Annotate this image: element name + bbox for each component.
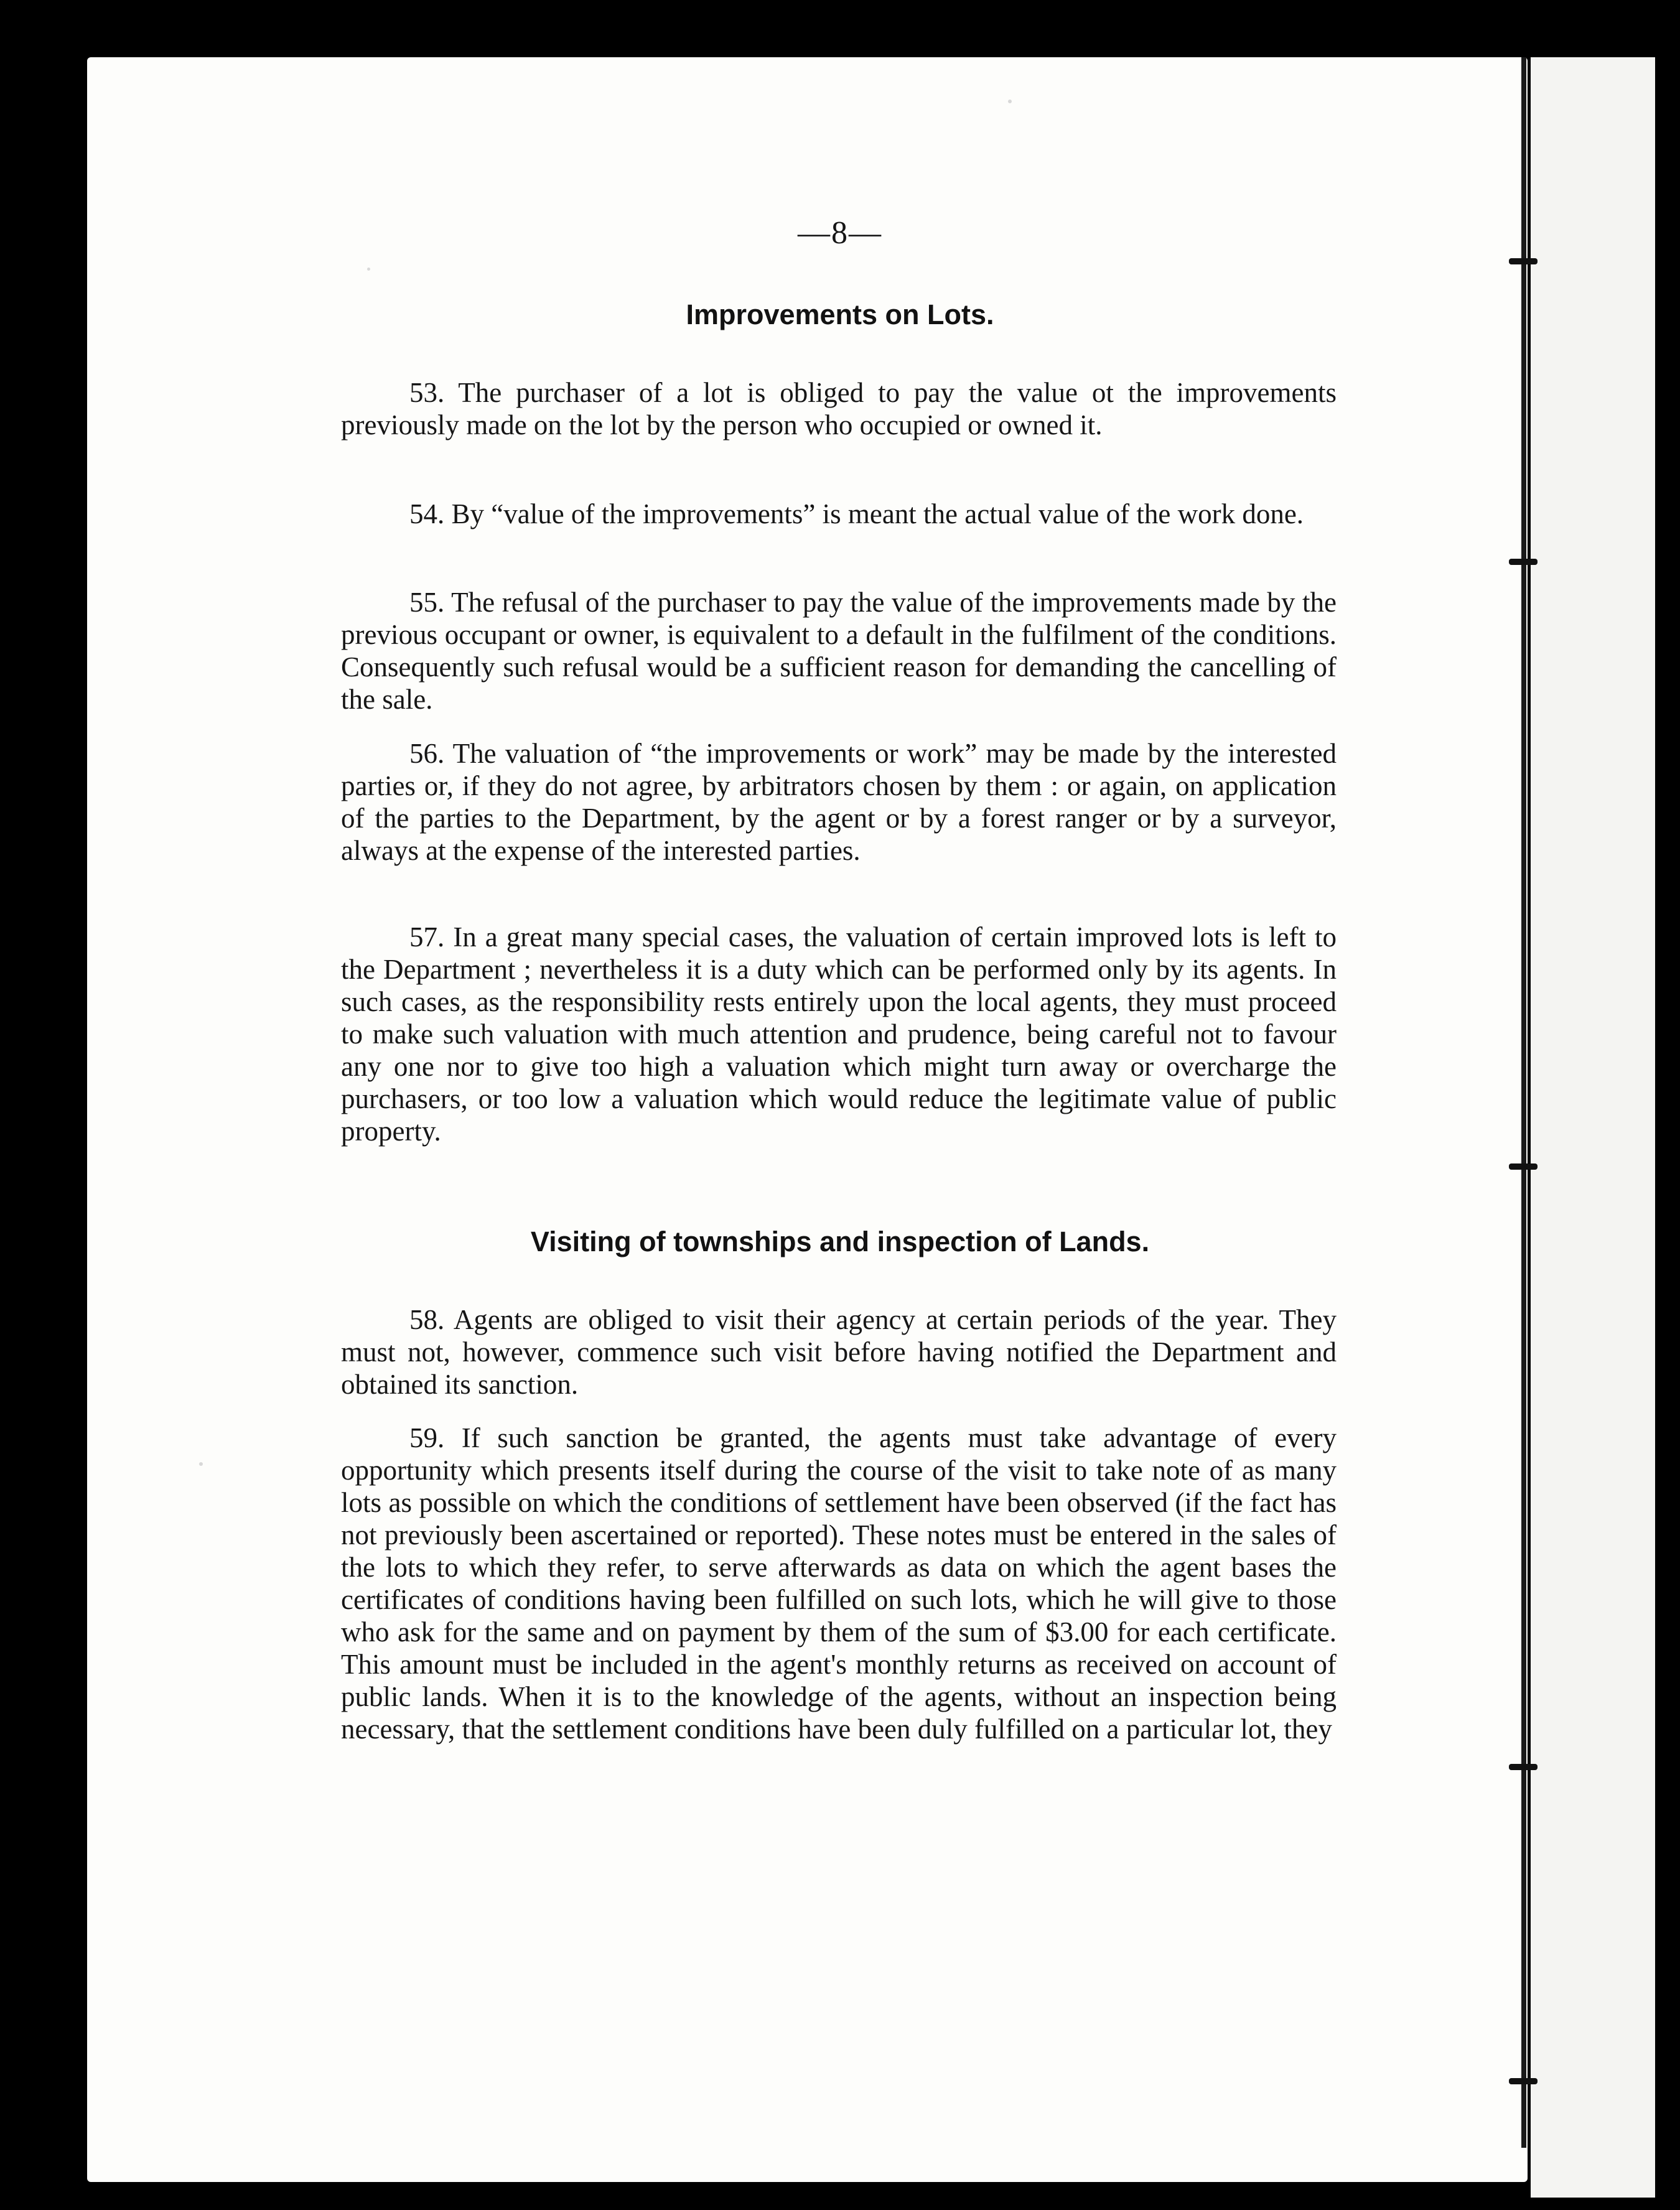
page-number: —8— (798, 215, 882, 251)
paragraph-number: 59. (409, 1422, 445, 1453)
paragraph-text: If such sanction be granted, the agents must take advantage of every opportunity which presents itself during the course of the visit to take note of as many lots as possible on which the conditions of settlement have been observed (if the fact has not previously been ascertained or reported). These notes must be entered in the sales of the lots to which they refer, to serve afterwards as data on which the agent bases the certificates of conditions having been fulfilled on such lots, which he will give to those who ask for the same and on payment by them of the sum of $3.00 for each certificate. This amount must be included in the agent's monthly returns as received on account of public lands. When it is to the knowledge of the agents, without an inspection being necessary, that the settlement conditions have been duly fulfilled on a particular lot, they (341, 1422, 1337, 1745)
paragraph-number: 53. (409, 377, 445, 408)
paragraph-number: 56. (409, 738, 445, 769)
scan-speck (1008, 100, 1012, 103)
paragraph-text: The valuation of “the improvements or work” may be made by the interested parties or, if they do not agree, by arbitrators chosen by them : or again, on application of the parties to the Department, by the agent or by a forest ranger or by a surveyor, always at the expense of the interested parties. (341, 738, 1337, 866)
paragraph-59 (341, 1422, 1337, 1745)
page-binding-edge (1521, 57, 1526, 2148)
binding-mark (1509, 2078, 1538, 2084)
paragraph-text: The refusal of the purchaser to pay the value of the improvements made by the previous occupant or owner, is equivalent to a default in the fulfilment of the conditions. Consequently such refusal would be a sufficient reason for demanding the cancelling of the sale. (341, 587, 1337, 715)
adjacent-page-edge (1531, 57, 1655, 2198)
paragraph-text: The purchaser of a lot is obliged to pay the value ot the improvements previously made on the lot by the person who occupied or owned it. (341, 377, 1337, 441)
paragraph-text: Agents are obliged to visit their agency at certain periods of the year. They must not, however, commence such visit before having notified the Department and obtained its sanction. (341, 1304, 1337, 1400)
paragraph-56 (341, 737, 1337, 867)
paragraph-number: 55. (409, 587, 445, 618)
scan-speck (199, 1462, 203, 1466)
paragraph-number: 58. (409, 1304, 445, 1335)
scan-speck (367, 268, 370, 271)
paragraph-57 (341, 921, 1337, 1147)
paragraph-text: By “value of the improvements” is meant the actual value of the work done. (451, 498, 1304, 529)
binding-mark (1509, 1163, 1538, 1170)
section-heading-improvements: Improvements on Lots. (686, 299, 994, 330)
binding-mark (1509, 559, 1538, 565)
paragraph-text: In a great many special cases, the valuation of certain improved lots is left to the Department ; nevertheless it is a duty which can be performed only by its agents. In such cases, as the responsibility rests entirely upon the local agents, they must proceed to make such valuation with much attention and prudence, being careful not to favour any one nor to give too high a valuation which might turn away or overcharge the purchasers, or too low a valuation which would reduce the legitimate value of public property. (341, 921, 1337, 1147)
paragraph-number: 54. (409, 498, 445, 529)
section-heading-visiting: Visiting of townships and inspection of Lands. (530, 1226, 1150, 1257)
paragraph-number: 57. (409, 921, 445, 953)
binding-mark (1509, 1764, 1538, 1770)
paragraph-58 (341, 1303, 1337, 1401)
paragraph-53 (341, 376, 1337, 441)
paragraph-54 (341, 498, 1337, 530)
binding-mark (1509, 258, 1538, 264)
paragraph-55 (341, 586, 1337, 716)
